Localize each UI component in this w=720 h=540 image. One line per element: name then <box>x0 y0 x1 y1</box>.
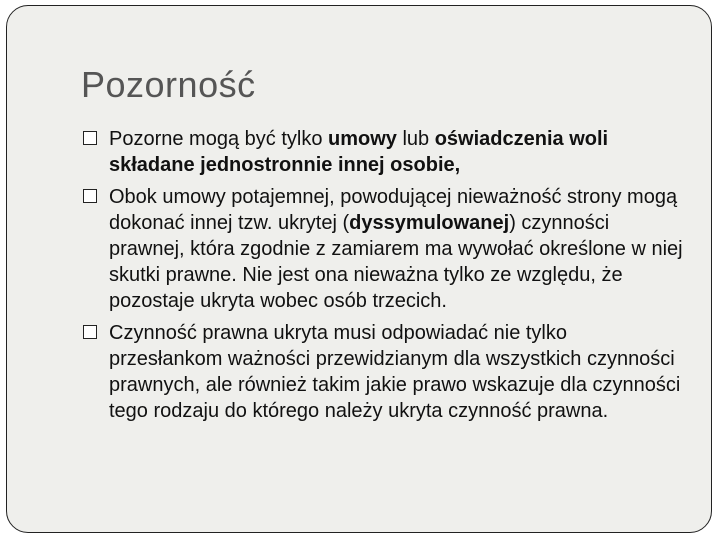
bullet-1-seg-2: umowy <box>328 128 397 150</box>
bullet-2-seg-2: dyssymulowanej <box>349 212 510 234</box>
slide-frame <box>6 5 712 533</box>
checkbox-bullet-icon <box>83 325 97 339</box>
checkbox-bullet-icon <box>83 189 97 203</box>
bullet-item-2 <box>83 184 683 314</box>
bullet-2-seg-1: Obok umowy potajemnej, powodującej nieważność strony mogą dokonać innej tzw. ukrytej ( <box>109 186 678 234</box>
bullet-item-1 <box>83 126 683 178</box>
bullet-3-seg-1: Czynność prawna ukryta musi odpowiadać nie tylko przesłankom ważności przewidzianym dla wszystkich czynności prawnych, ale również takim jakie prawo wskazuje dla czynności tego rodzaju do którego należy ukryta czynność prawna. <box>109 322 681 422</box>
bullet-2-seg-3: ) czynności prawnej, która zgodnie z zamiarem ma wywołać określone w niej skutki prawne. Nie jest ona nieważna tylko ze względu, że pozostaje ukryta wobec osób trzecich. <box>109 212 683 312</box>
bullet-text-2 <box>109 186 683 312</box>
bullet-1-seg-4: oświadczenia woli składane jednostronnie innej osobie, <box>109 128 609 176</box>
bullet-1-seg-1: Pozorne mogą być tylko <box>109 128 328 150</box>
bullet-1-seg-3: lub <box>396 128 435 150</box>
slide-title: Pozorność <box>81 64 256 105</box>
bullet-item-3 <box>83 320 683 424</box>
bullet-text-3 <box>109 322 680 422</box>
bullet-list <box>83 126 683 430</box>
bullet-text-1 <box>109 128 608 176</box>
checkbox-bullet-icon <box>83 131 97 145</box>
